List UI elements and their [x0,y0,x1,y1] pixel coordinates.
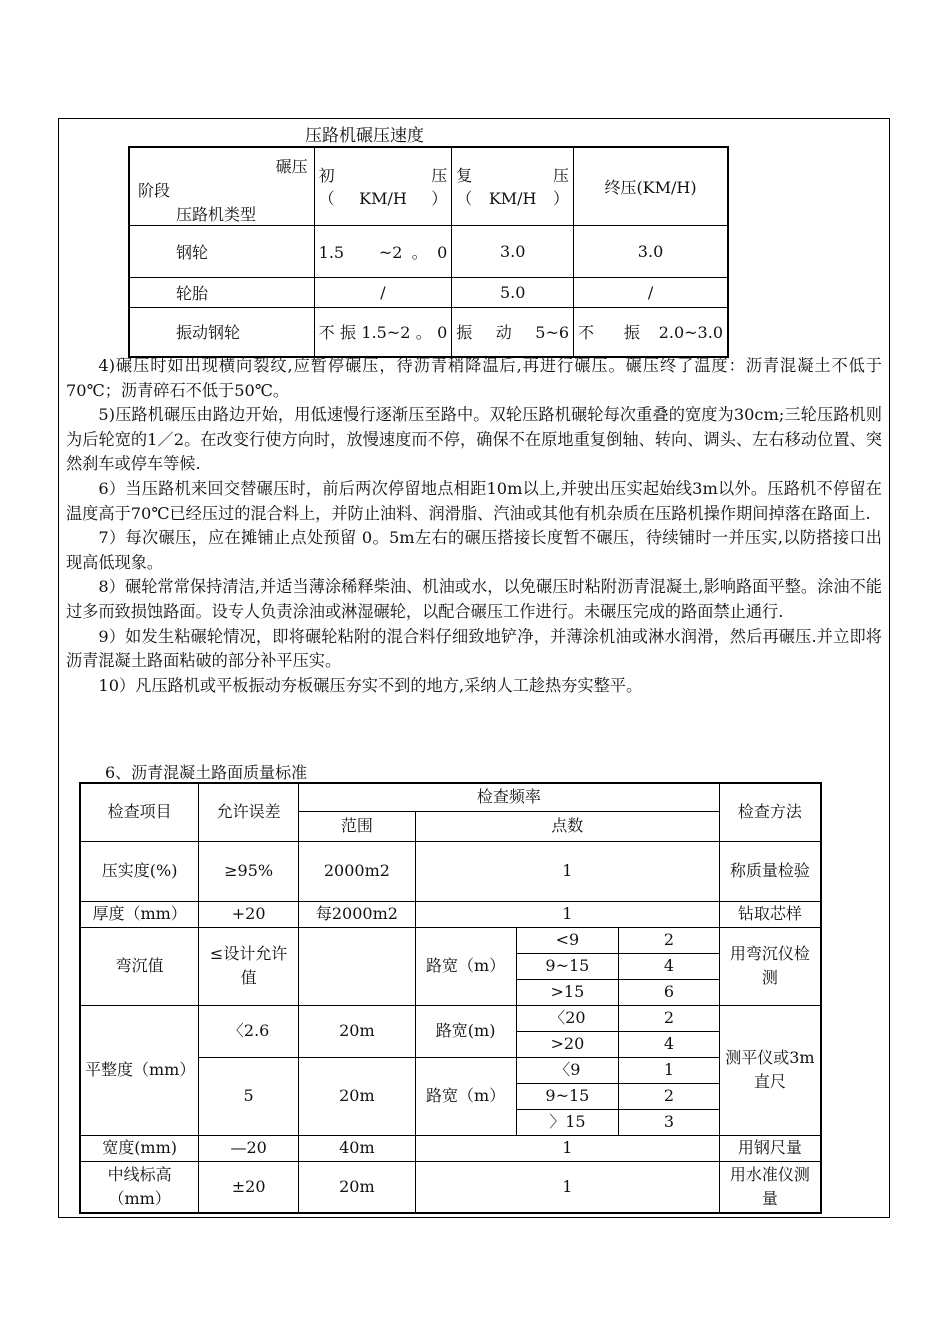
flatness-width: 〉15 [516,1109,619,1135]
compaction-method: 称质量检验 [719,841,821,901]
row-type: 轮胎 [129,277,314,307]
flatness-a-range: 20m [299,1005,416,1057]
thickness-range: 每2000m2 [299,901,416,927]
centerline-method: 用水准仪测量 [719,1161,821,1213]
deflection-item: 弯沉值 [80,927,199,1005]
header-final-press: 终压(KM/H) [574,147,728,225]
centerline-tol: ±20 [199,1161,299,1213]
header-tolerance: 允许误差 [199,783,299,841]
header-points: 点数 [415,811,719,841]
flatness-points: 1 [619,1057,720,1083]
compaction-points: 1 [415,841,719,901]
row-final: 3.0 [574,225,728,277]
flatness-points: 3 [619,1109,720,1135]
flatness-points: 2 [619,1005,720,1031]
speed-table-title: 压路机碾压速度 [305,126,424,146]
flatness-width: 〈9 [516,1057,619,1083]
width-points: 1 [415,1135,719,1161]
deflection-width: 9~15 [516,953,619,979]
centerline-item: 中线标高（mm） [80,1161,199,1213]
header-item: 检查项目 [80,783,199,841]
paragraph: 10）凡压路机或平板振动夯板碾压夯实不到的地方,采纳人工趁热夯实整平。 [98,675,643,695]
deflection-width: >15 [516,979,619,1005]
header-method: 检查方法 [719,783,821,841]
row-initial: 1.5 ~2。0 [314,225,452,277]
flatness-method: 测平仪或3m直尺 [719,1005,821,1135]
deflection-width: <9 [516,927,619,953]
flatness-b-width-label: 路宽（m） [415,1057,516,1135]
deflection-tol: ≤设计允许值 [199,927,299,1005]
row-initial: 不振1.5~2。0 [314,307,452,357]
header-re-press: 复 压（KM/H） [452,147,574,225]
paragraph: 9）如发生粘碾轮情况，即将碾轮粘附的混合料仔细致地铲净，并薄涂机油或淋水润滑，然后再碾压.并立即将沥青混凝土路面粘破的部分补平压实。 [66,626,882,671]
deflection-points: 6 [619,979,720,1005]
compaction-range: 2000m2 [299,841,416,901]
width-item: 宽度(mm) [80,1135,199,1161]
rolling-instructions [66,354,882,698]
flatness-b-range: 20m [299,1057,416,1135]
thickness-item: 厚度（mm） [80,901,199,927]
paragraph: 5)压路机碾压由路边开始，用低速慢行逐渐压至路中。双轮压路机碾轮每次重叠的宽度为30cm;三轮压路机则为后轮宽的1／2。在改变行使方向时，放慢速度而不停，确保不在原地重复倒轴、转向、调头、左右移动位置、突然刹车或停车等候. [66,405,882,474]
deflection-range [299,927,416,1005]
thickness-method: 钻取芯样 [719,901,821,927]
row-type: 振动钢轮 [129,307,314,357]
thickness-points: 1 [415,901,719,927]
corner-header-bottom: 压路机类型 [176,205,257,224]
deflection-width-label: 路宽（m） [415,927,516,1005]
corner-header-mid: 阶段 [138,181,171,200]
flatness-width: 〈20 [516,1005,619,1031]
row-re: 振 动 5~6 [452,307,574,357]
deflection-points: 4 [619,953,720,979]
width-method: 用钢尺量 [719,1135,821,1161]
flatness-item: 平整度（mm） [80,1005,199,1135]
roller-speed-table [128,146,729,358]
header-range: 范围 [299,811,416,841]
compaction-item: 压实度(%) [80,841,199,901]
deflection-points: 2 [619,927,720,953]
centerline-range: 20m [299,1161,416,1213]
flatness-b-tol: 5 [199,1057,299,1135]
row-re: 3.0 [452,225,574,277]
flatness-width: >20 [516,1031,619,1057]
row-initial: / [314,277,452,307]
flatness-points: 2 [619,1083,720,1109]
flatness-a-width-label: 路宽(m) [415,1005,516,1057]
paragraph: 8）碾轮常常保持清洁,并适当薄涂稀释柴油、机油或水，以免碾压时粘附沥青混凝土,影响路面平整。涂油不能过多而致损蚀路面。设专人负责涂油或淋湿碾轮，以配合碾压工作进行。未碾压完成的路面禁止通行. [66,577,882,621]
centerline-points: 1 [415,1161,719,1213]
flatness-points: 4 [619,1031,720,1057]
paragraph: 4)碾压时如出现横向裂纹,应暂停碾压，待沥青稍降温后,再进行碾压。碾压终了温度：沥青混凝土不低于70℃；沥青碎石不低于50℃。 [66,356,882,400]
deflection-method: 用弯沉仪检测 [719,927,821,1005]
flatness-a-tol: 〈2.6 [199,1005,299,1057]
row-type: 钢轮 [129,225,314,277]
flatness-width: 9~15 [516,1083,619,1109]
row-final: / [574,277,728,307]
quality-standard-table [79,782,822,1214]
corner-header-cell [129,147,314,225]
header-frequency: 检查频率 [299,783,720,811]
width-range: 40m [299,1135,416,1161]
section-title: 6、沥青混凝土路面质量标准 [105,763,308,782]
width-tol: —20 [199,1135,299,1161]
header-initial-press: 初 压（KM/H） [314,147,452,225]
thickness-tol: +20 [199,901,299,927]
row-final: 不 振 2.0~3.0 [574,307,728,357]
corner-header-top: 碾压 [275,157,308,176]
paragraph: 7）每次碾压，应在摊铺止点处预留 0。5m左右的碾压搭接长度暂不碾压，待续铺时一并压实,以防搭接口出现高低现象。 [66,528,882,572]
paragraph: 6）当压路机来回交替碾压时，前后两次停留地点相距10m以上,并驶出压实起始线3m以外。压路机不停留在温度高于70℃已经压过的混合料上，并防止油料、润滑脂、汽油或其他有机杂质在压路机操作期间掉落在路面上. [66,478,882,523]
row-re: 5.0 [452,277,574,307]
compaction-tol: ≥95% [199,841,299,901]
